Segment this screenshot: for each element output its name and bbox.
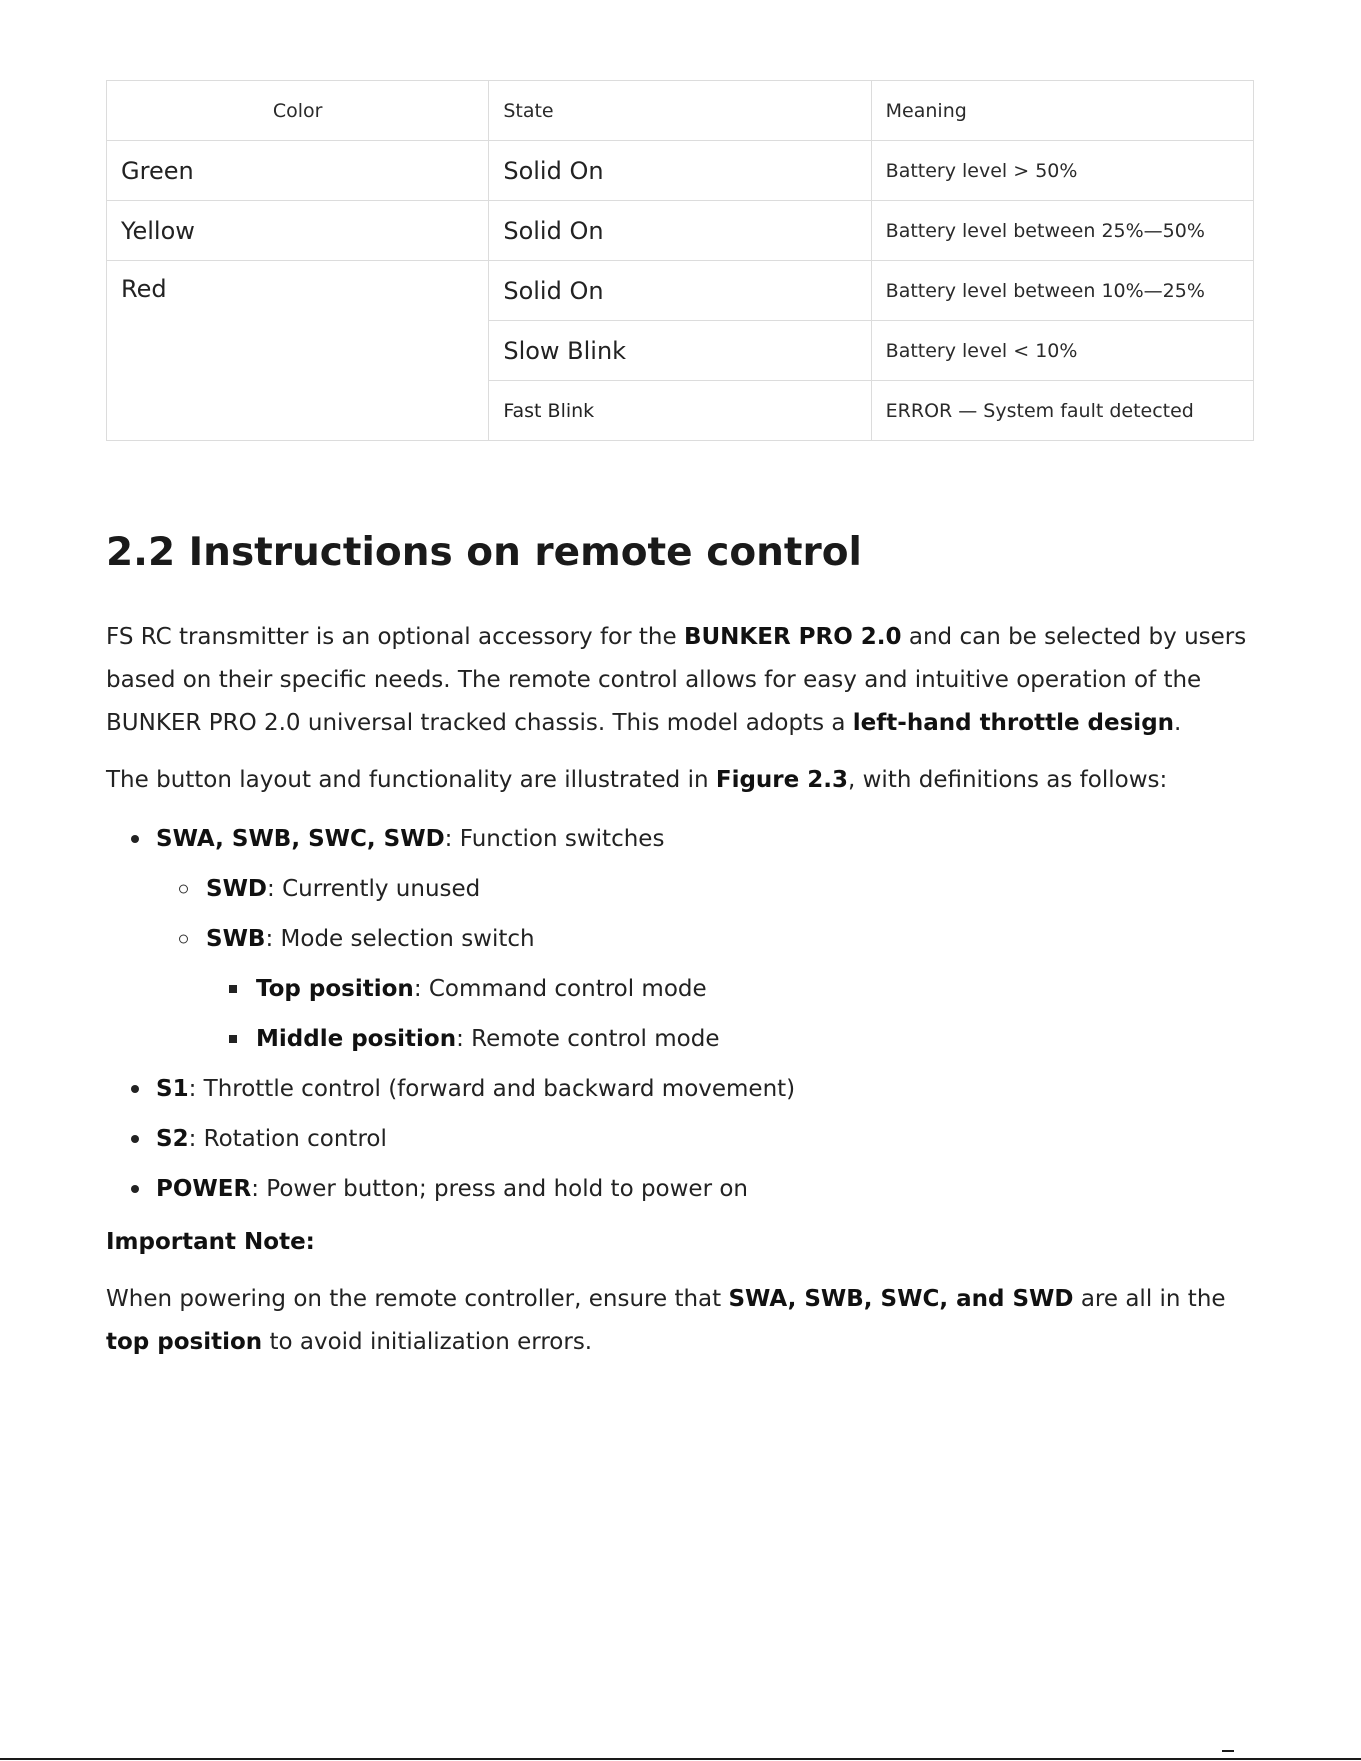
cell-color: Green <box>107 141 489 201</box>
list-item-key: S1 <box>156 1076 189 1102</box>
bullet-disc-icon <box>131 1185 139 1193</box>
note-text-1: When powering on the remote controller, ensure that <box>106 1286 729 1312</box>
note-text-3: to avoid initialization errors. <box>262 1329 593 1355</box>
cell-state: Fast Blink <box>489 381 871 441</box>
note-bold-switches: SWA, SWB, SWC, and SWD <box>728 1286 1074 1312</box>
list-item-desc: : Mode selection switch <box>265 926 535 952</box>
cell-state: Solid On <box>489 141 871 201</box>
intro-text-3: . <box>1174 710 1182 736</box>
list-item-desc: : Throttle control (forward and backward movement) <box>188 1076 796 1102</box>
note-text-2: are all in the <box>1073 1286 1226 1312</box>
list-item-desc: : Currently unused <box>267 876 481 902</box>
intro-text-1: FS RC transmitter is an optional accessory for the <box>106 624 684 650</box>
page-bottom-rule <box>0 1758 1361 1760</box>
intro-bold-throttle: left-hand throttle design <box>852 710 1175 736</box>
bullet-circle-icon <box>179 935 188 944</box>
list-item <box>106 864 1254 914</box>
header-color: Color <box>107 81 489 141</box>
intro-text-2: and can be selected by users based on their specific needs. The remote control allows for easy and intuitive operation of the BUNKER PRO 2.0 universal tracked chassis. This model adopts a <box>106 624 1247 736</box>
list-item <box>106 1114 1254 1164</box>
table-row <box>107 261 1254 321</box>
list-item <box>106 914 1254 964</box>
header-state: State <box>489 81 871 141</box>
battery-status-table <box>106 80 1254 441</box>
table-row <box>107 201 1254 261</box>
list-item-key: SWB <box>206 926 266 952</box>
list-item-desc: : Function switches <box>444 826 665 852</box>
list-item-key: SWA, SWB, SWC, SWD <box>156 826 445 852</box>
intro-bold-product: BUNKER PRO 2.0 <box>683 624 902 650</box>
table-row <box>107 141 1254 201</box>
header-meaning: Meaning <box>871 81 1253 141</box>
important-note-paragraph <box>106 1278 1254 1364</box>
figure-reference: Figure 2.3 <box>715 767 848 793</box>
definition-list <box>106 814 1254 1214</box>
cell-state: Solid On <box>489 261 871 321</box>
note-bold-position: top position <box>106 1329 263 1355</box>
cell-color: Yellow <box>107 201 489 261</box>
intro-paragraph <box>106 616 1254 745</box>
list-item-key: S2 <box>156 1126 189 1152</box>
bullet-disc-icon <box>131 1085 139 1093</box>
bullet-circle-icon <box>179 885 188 894</box>
cell-state: Slow Blink <box>489 321 871 381</box>
cell-color: Red <box>107 261 489 441</box>
list-item-key: SWD <box>206 876 268 902</box>
list-item-desc: : Remote control mode <box>456 1026 720 1052</box>
layout-text-1: The button layout and functionality are illustrated in <box>106 767 716 793</box>
list-item <box>106 1014 1254 1064</box>
bullet-disc-icon <box>131 1135 139 1143</box>
bullet-square-icon <box>229 985 237 993</box>
list-item-desc: : Rotation control <box>188 1126 387 1152</box>
list-item-key: POWER <box>156 1176 252 1202</box>
list-item-key: Middle position <box>256 1026 457 1052</box>
layout-text-2: , with definitions as follows: <box>848 767 1168 793</box>
page-corner-mark <box>1222 1750 1234 1752</box>
important-note-heading: Important Note: <box>106 1229 315 1255</box>
table-header-row <box>107 81 1254 141</box>
list-item <box>106 964 1254 1014</box>
list-item-key: Top position <box>256 976 414 1002</box>
cell-meaning: ERROR — System fault detected <box>871 381 1253 441</box>
cell-meaning: Battery level between 25%—50% <box>871 201 1253 261</box>
list-item <box>106 1064 1254 1114</box>
bullet-square-icon <box>229 1035 237 1043</box>
list-item-desc: : Power button; press and hold to power on <box>251 1176 748 1202</box>
bullet-disc-icon <box>131 835 139 843</box>
list-item <box>106 814 1254 864</box>
list-item <box>106 1164 1254 1214</box>
list-item-desc: : Command control mode <box>413 976 707 1002</box>
cell-meaning: Battery level > 50% <box>871 141 1253 201</box>
layout-paragraph <box>106 759 1254 802</box>
cell-state: Solid On <box>489 201 871 261</box>
section-heading: 2.2 Instructions on remote control <box>106 530 862 575</box>
cell-meaning: Battery level < 10% <box>871 321 1253 381</box>
cell-meaning: Battery level between 10%—25% <box>871 261 1253 321</box>
